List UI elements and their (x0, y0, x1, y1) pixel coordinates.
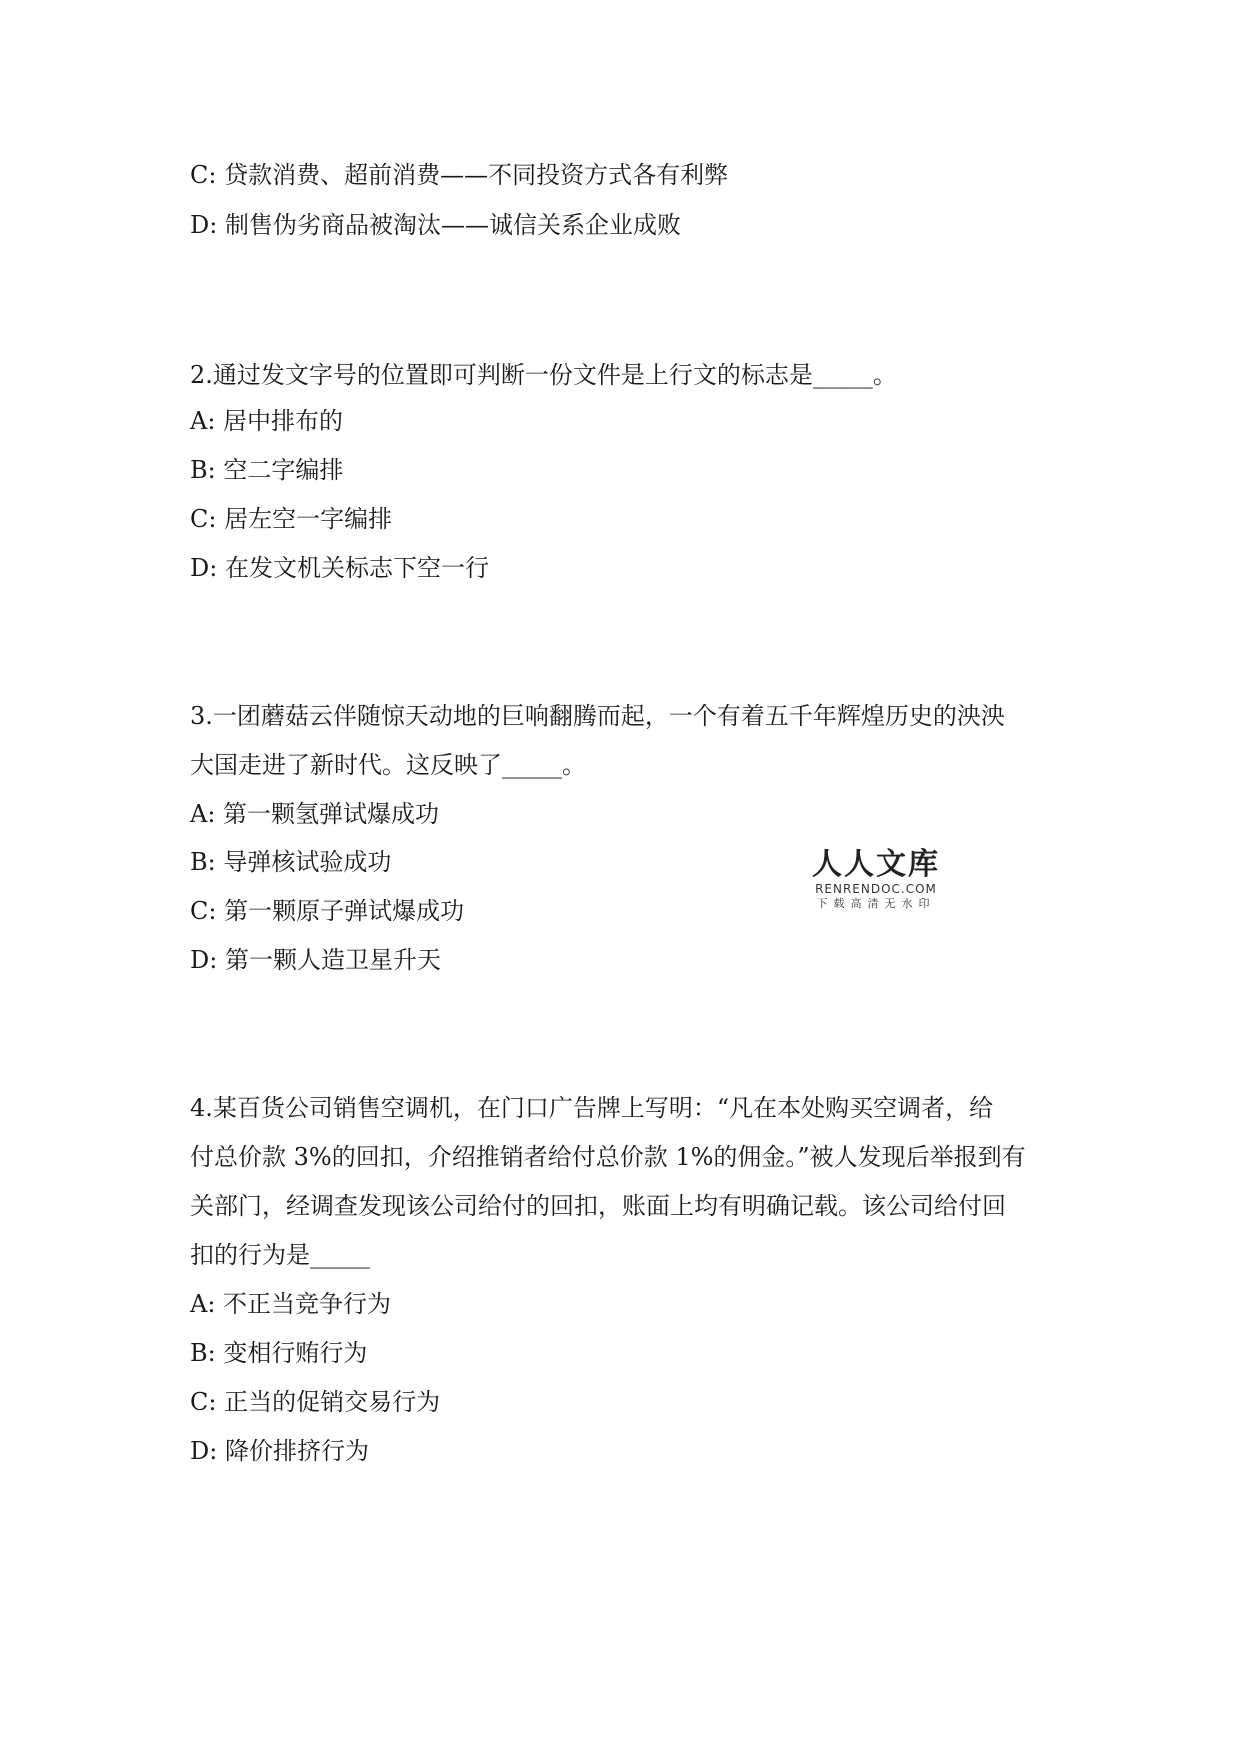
q2-option-b: B: 空二字编排 (190, 456, 344, 484)
watermark-title: 人人文库 (812, 847, 940, 882)
q4-option-a: A: 不正当竞争行为 (190, 1290, 392, 1318)
watermark-subtitle: 下载高清无水印 (816, 897, 936, 910)
q3-stem-line-1: 3.一团蘑菇云伴随惊天动地的巨响翻腾而起，一个有着五千年辉煌历史的泱泱 (190, 702, 1005, 730)
q3-option-c: C: 第一颗原子弹试爆成功 (190, 897, 465, 925)
q4-stem-line-2: 付总价款 3%的回扣，介绍推销者给付总价款 1%的佣金。”被人发现后举报到有 (190, 1143, 1026, 1171)
q2-stem: 2.通过发文字号的位置即可判断一份文件是上行文的标志是_____。 (190, 361, 897, 389)
q4-stem-line-3: 关部门，经调查发现该公司给付的回扣，账面上均有明确记载。该公司给付回 (190, 1192, 1006, 1220)
q2-option-c: C: 居左空一字编排 (190, 505, 393, 533)
q3-option-b: B: 导弹核试验成功 (190, 848, 392, 876)
watermark-logo (806, 848, 946, 911)
q2-option-d: D: 在发文机关标志下空一行 (190, 554, 489, 582)
q1-option-d: D: 制售伪劣商品被淘汰——诚信关系企业成败 (190, 211, 681, 239)
q3-option-d: D: 第一颗人造卫星升天 (190, 946, 441, 974)
q2-option-a: A: 居中排布的 (190, 407, 344, 435)
q4-stem-line-4: 扣的行为是_____ (190, 1241, 370, 1269)
q4-option-c: C: 正当的促销交易行为 (190, 1388, 441, 1416)
q3-stem-line-2: 大国走进了新时代。这反映了_____。 (190, 751, 586, 779)
q4-option-d: D: 降价排挤行为 (190, 1437, 369, 1465)
watermark-domain: RENRENDOC.COM (815, 882, 937, 896)
q4-stem-line-1: 4.某百货公司销售空调机，在门口广告牌上写明：“凡在本处购买空调者，给 (190, 1094, 994, 1122)
q4-option-b: B: 变相行贿行为 (190, 1339, 368, 1367)
q3-option-a: A: 第一颗氢弹试爆成功 (190, 800, 440, 828)
q1-option-c: C: 贷款消费、超前消费——不同投资方式各有利弊 (190, 161, 729, 189)
